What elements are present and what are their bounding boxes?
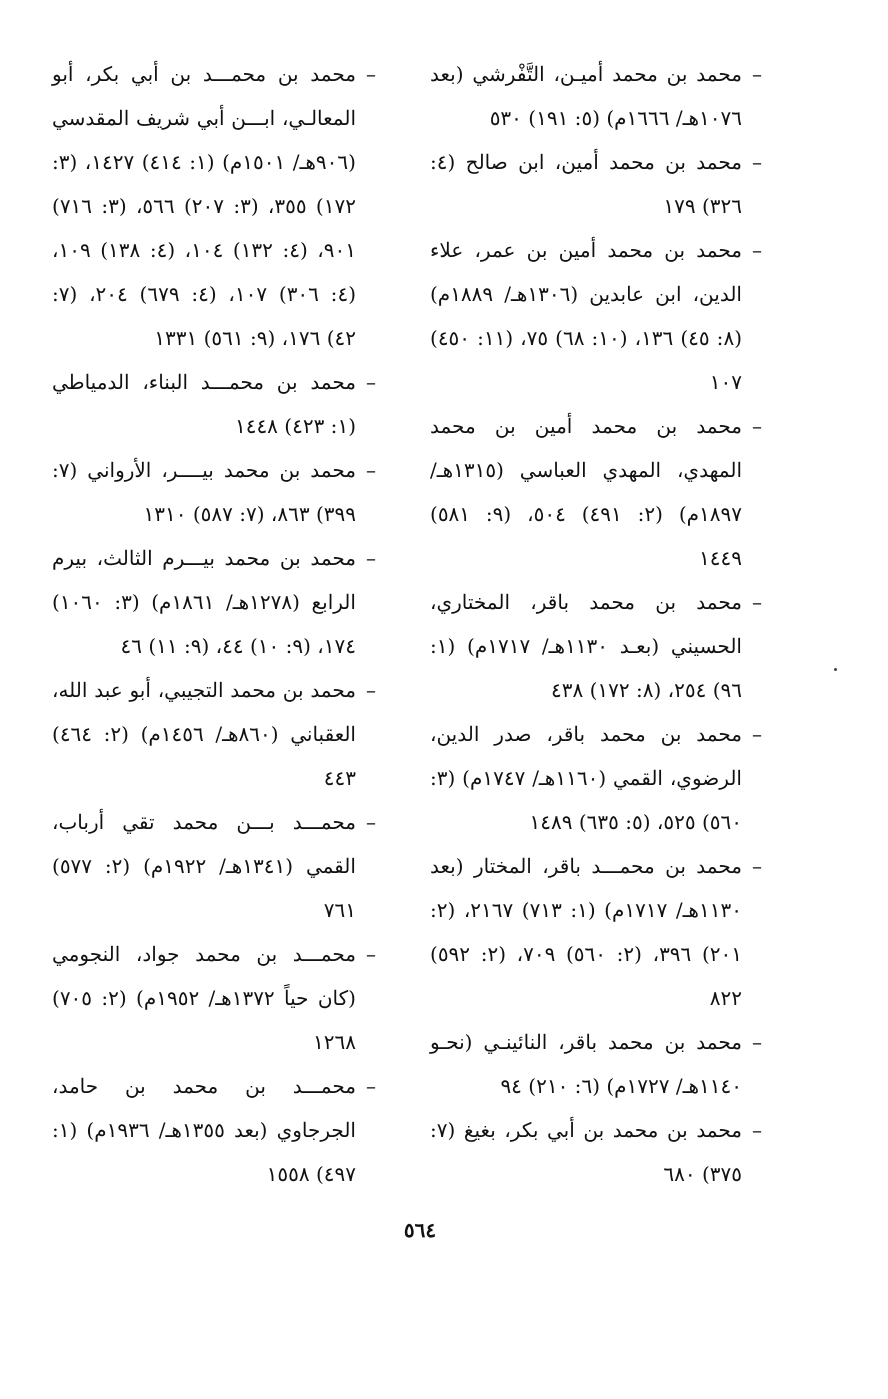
index-entry [52, 1064, 380, 1196]
index-entry [52, 52, 380, 360]
entry-dash: – [752, 238, 762, 262]
index-entry [430, 1020, 766, 1108]
index-entry [52, 932, 380, 1064]
index-entry [52, 668, 380, 800]
index-entry [52, 536, 380, 668]
index-entry [430, 580, 766, 712]
entry-text: محمـــد بـــن محمد تقي أرباب، القمي (١٣٤١هـ/ ١٩٢٢م) (٢: ٥٧٧) ٧٦١ [52, 810, 356, 922]
entry-text: محمد بن محمد أمين، ابن صالح (٤: ٣٢٦) ١٧٩ [430, 150, 742, 218]
entry-text: محمد بن محمد بيـــرم الثالث، بيرم الرابع (١٢٧٨هـ/ ١٨٦١م) (٣: ١٠٦٠) ١٧٤، (٩: ١٠) ٤٤، (٩: ١١) ٤٦ [52, 546, 356, 658]
entry-text: محمد بن محمد باقر، المختاري، الحسيني (بعـد ١١٣٠هـ/ ١٧١٧م) (١: ٩٦) ٢٥٤، (٨: ١٧٢) ٤٣٨ [430, 590, 742, 702]
entry-dash: – [366, 1074, 376, 1098]
entry-dash: – [752, 414, 762, 438]
entry-text: محمـــد بن محمد جواد، النجومي (كان حياً ١٣٧٢هـ/ ١٩٥٢م) (٢: ٧٠٥) ١٢٦٨ [52, 942, 356, 1054]
entry-dash: – [752, 1030, 762, 1054]
index-entry [430, 712, 766, 844]
index-entry [430, 140, 766, 228]
index-entry [430, 404, 766, 580]
entry-dash: – [752, 722, 762, 746]
page-number: ٥٦٤ [403, 1218, 437, 1242]
entry-dash: – [366, 942, 376, 966]
entry-dash: – [752, 590, 762, 614]
entry-dash: – [752, 150, 762, 174]
index-entry [430, 844, 766, 1020]
entry-text: محمد بن محمد باقر، النائينـي (نحـو ١١٤٠هـ/ ١٧٢٧م) (٦: ٢١٠) ٩٤ [430, 1030, 742, 1098]
entry-text: محمد بن محمد باقر، صدر الدين، الرضوي، القمي (١١٦٠هـ/ ١٧٤٧م) (٣: ٥٦٠) ٥٢٥، (٥: ٦٣٥) ١٤٨٩ [430, 722, 742, 834]
entry-text: محمـــد بن محمد بن حامد، الجرجاوي (بعد ١٣٥٥هـ/ ١٩٣٦م) (١: ٤٩٧) ١٥٥٨ [52, 1074, 356, 1186]
entry-dash: – [366, 458, 376, 482]
entry-text: محمد بن محمد التجيبي، أبو عبد الله، العقباني (٨٦٠هـ/ ١٤٥٦م) (٢: ٤٦٤) ٤٤٣ [52, 678, 356, 790]
margin-mark [834, 668, 837, 671]
entry-text: محمد بن محمـــد باقر، المختار (بعد ١١٣٠هـ/ ١٧١٧م) (١: ٧١٣) ٢١٦٧، (٢: ٢٠١) ٣٩٦، (٢: ٥٦٠) ٧٠٩، (٢: ٥٩٢) ٨٢٢ [430, 854, 742, 1010]
entry-text: محمد بن محمد أميـن، التَّفْرشي (بعد ١٠٧٦هـ/ ١٦٦٦م) (٥: ١٩١) ٥٣٠ [430, 62, 742, 130]
entry-text: محمد بن محمد أمين بن عمر، علاء الدين، ابن عابدين (١٣٠٦هـ/ ١٨٨٩م) (٨: ٤٥) ١٣٦، (١٠: ٦٨) ٧٥، (١١: ٤٥٠) ١٠٧ [430, 238, 742, 394]
left-column [52, 52, 380, 1196]
entry-dash: – [752, 854, 762, 878]
entry-dash: – [366, 62, 376, 86]
index-entry [52, 360, 380, 448]
index-entry [430, 52, 766, 140]
entry-text: محمد بن محمد أمين بن محمد المهدي، المهدي العباسي (١٣١٥هـ/ ١٨٩٧م) (٢: ٤٩١) ٥٠٤، (٩: ٥٨١) ١٤٤٩ [430, 414, 742, 570]
entry-text: محمد بن محمد بيــــر، الأرواني (٧: ٣٩٩) ٨٦٣، (٧: ٥٨٧) ١٣١٠ [52, 458, 356, 526]
entry-dash: – [366, 546, 376, 570]
entry-text: محمد بن محمـــد البناء، الدمياطي (١: ٤٢٣) ١٤٤٨ [52, 370, 356, 438]
index-entry [52, 800, 380, 932]
index-entry [430, 228, 766, 404]
index-entry [52, 448, 380, 536]
right-column [430, 52, 766, 1196]
entry-dash: – [752, 1118, 762, 1142]
entry-dash: – [366, 810, 376, 834]
entry-text: محمد بن محمـــد بن أبي بكر، أبو المعالـي، ابـــن أبي شريف المقدسي (٩٠٦هـ/ ١٥٠١م) (١: ٤١٤) ١٤٢٧، (٣: ١٧٢) ٣٥٥، (٣: ٢٠٧) ٥٦٦، (٣: ٧١٦) ٩٠١، (٤: ١٣٢) ١٠٤، (٤: ١٣٨) ١٠٩، (٤: ٣٠٦) ١٠٧، (٤: ٦٧٩) ٢٠٤، (٧: ٤٢) ١٧٦، (٩: ٥٦١) ١٣٣١ [52, 62, 356, 350]
index-entry [430, 1108, 766, 1196]
entry-dash: – [366, 678, 376, 702]
entry-dash: – [752, 62, 762, 86]
entry-text: محمد بن محمد بن أبي بكر، بغيغ (٧: ٣٧٥) ٦٨٠ [430, 1118, 742, 1186]
entry-dash: – [366, 370, 376, 394]
